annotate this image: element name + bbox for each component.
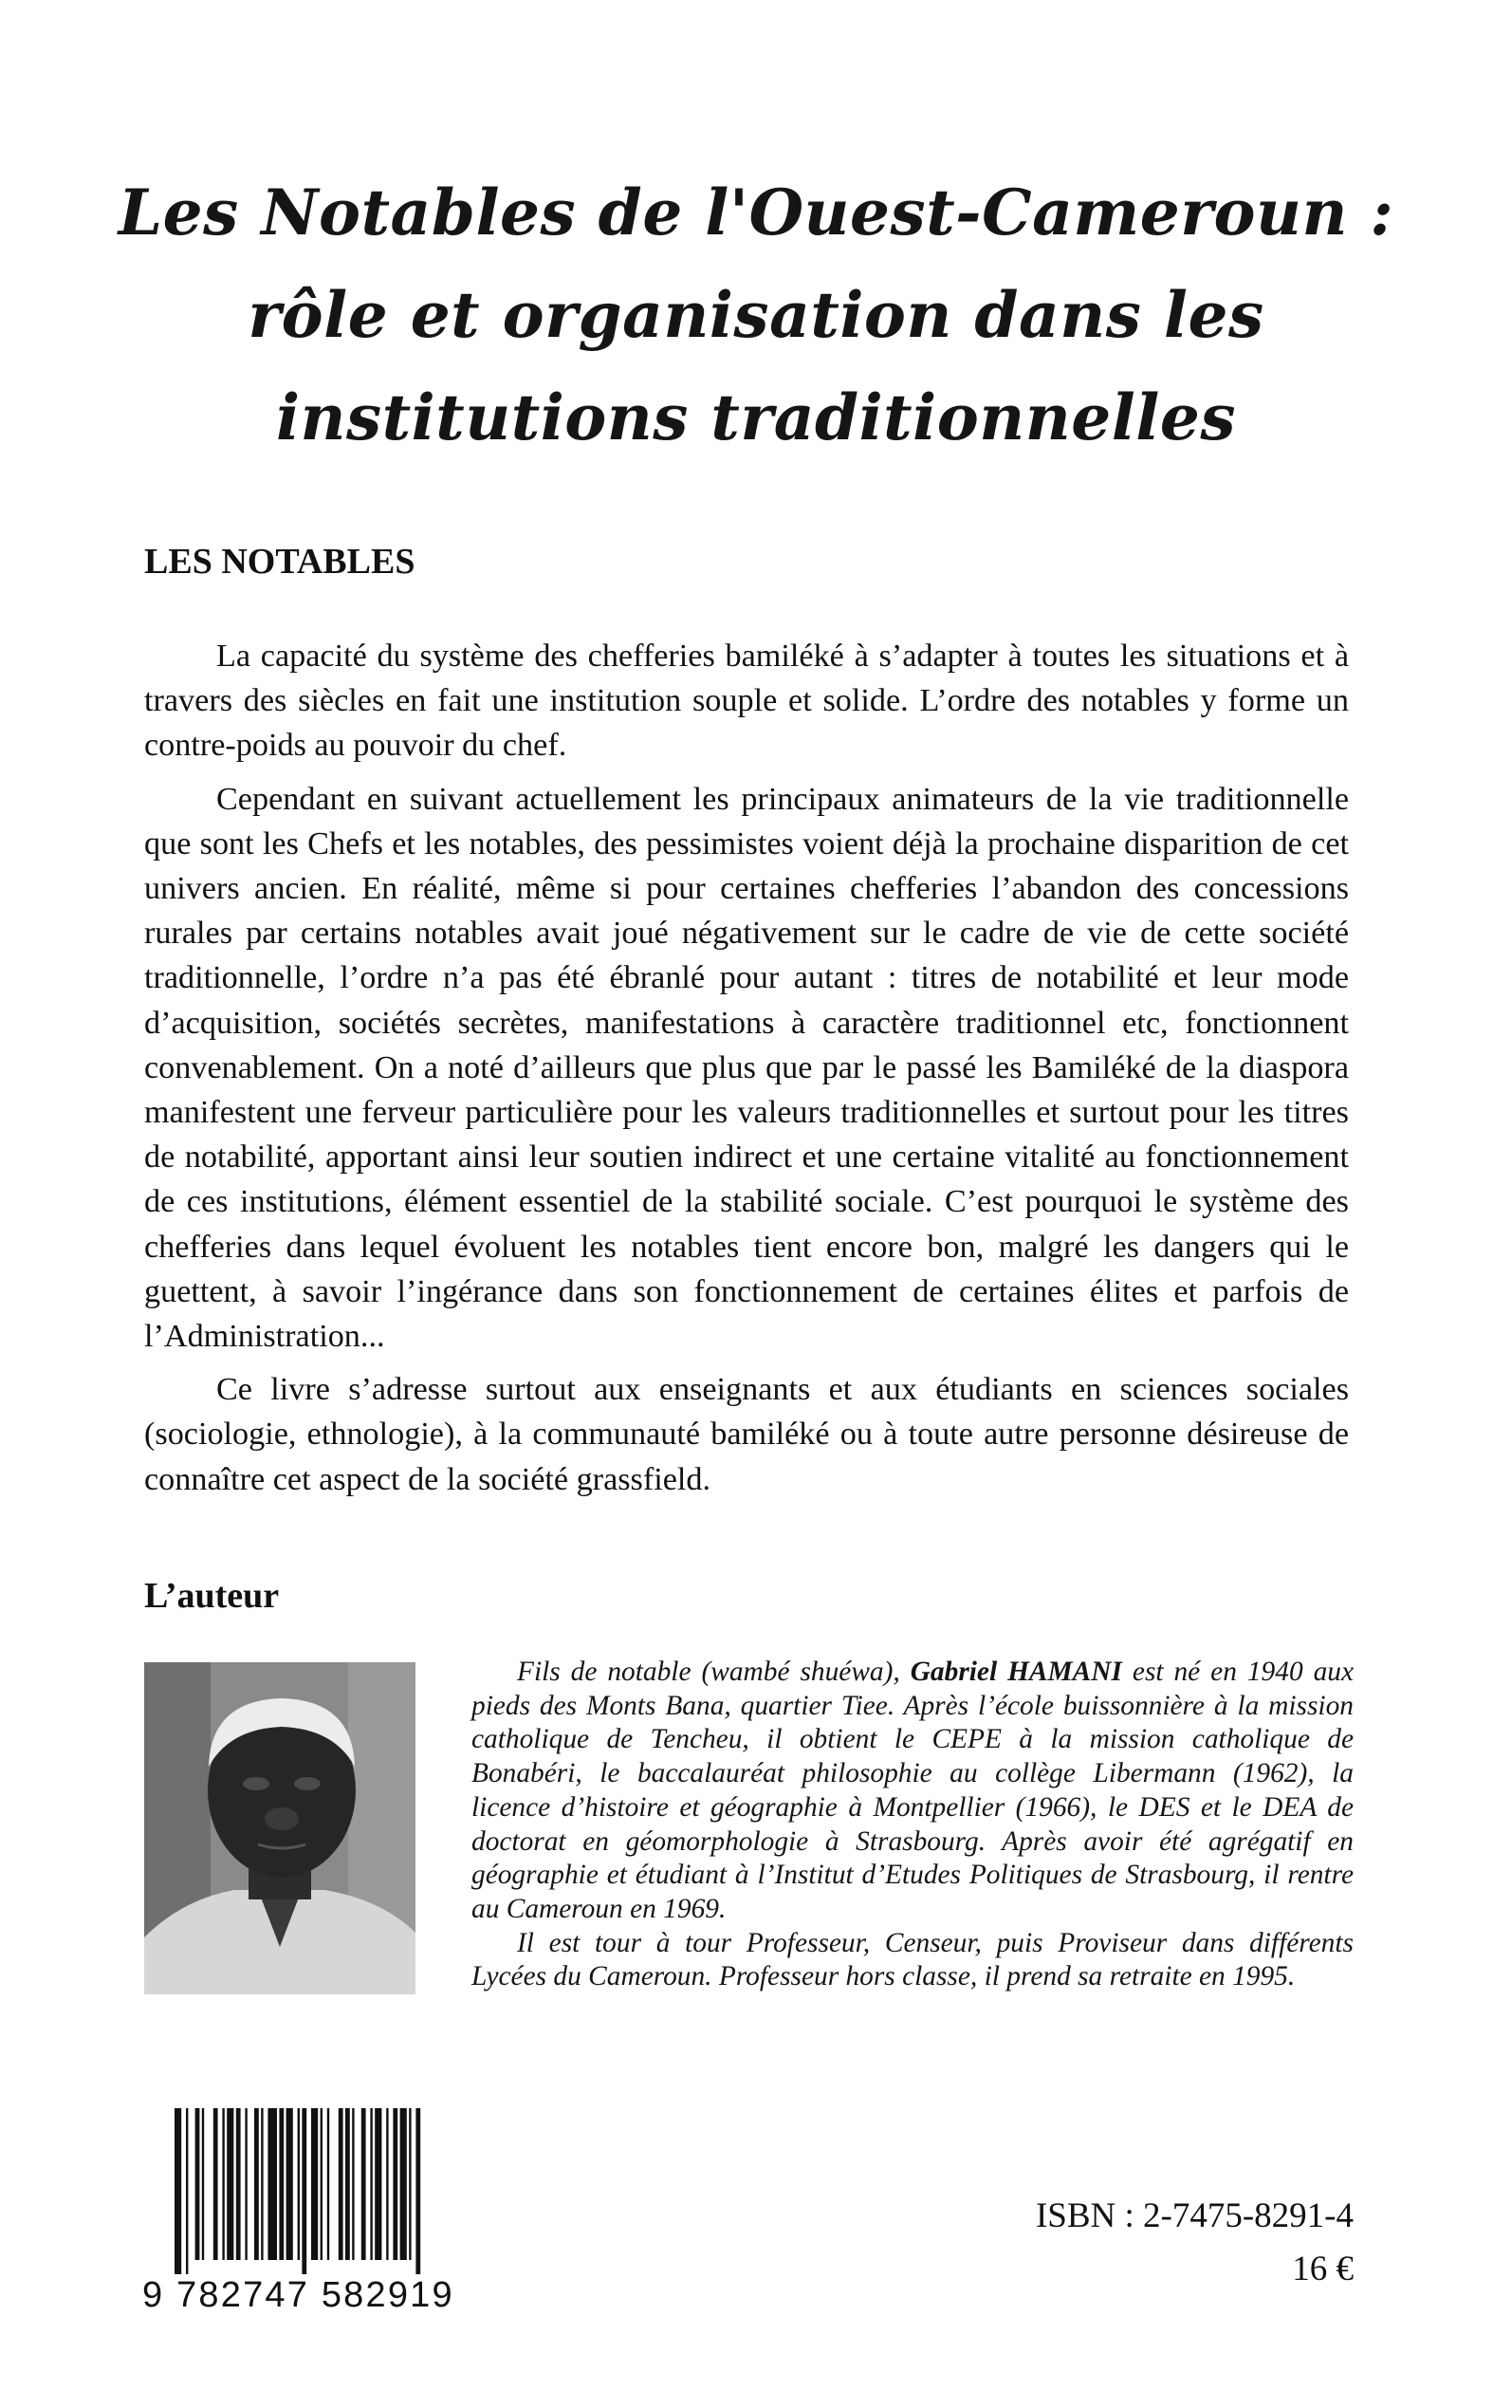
summary-paragraph-1: La capacité du système des chefferies bamiléké à s’adapter à toutes les situations et à travers des siècles en fait une institution souple et solide. L’ordre des notables y forme un contre-poids au pouvoir du chef. [144, 639, 1349, 764]
barcode-digits: 9 782747 582919 [142, 2275, 454, 2315]
barcode-bar [254, 2108, 259, 2260]
barcode-bar [236, 2108, 241, 2260]
barcode-bar [227, 2108, 233, 2260]
barcode-bar [311, 2108, 318, 2260]
barcode-bar [175, 2108, 181, 2274]
barcode-bar [393, 2108, 397, 2260]
barcode-bar [386, 2108, 388, 2260]
section-heading-author: L’auteur [144, 1576, 280, 1616]
title-line-3: institutions traditionnelles [275, 380, 1237, 454]
author-bio-paragraph-2: Il est tour à tour Professeur, Censeur, puis Proviseur dans différents Lycées du Cameroun. Professeur hors classe, il prend sa retraite en 1995. [471, 1927, 1354, 1992]
barcode-bar [195, 2108, 200, 2260]
isbn: ISBN : 2-7475-8291-4 [1035, 2196, 1354, 2235]
barcode-bar [202, 2108, 204, 2260]
summary-paragraph-3: Ce livre s’adresse surtout aux enseignants et aux étudiants en sciences sociales (sociologie, ethnologie), à la communauté bamiléké ou à toute autre personne désireuse de connaître cet aspect de la société grassfield. [144, 1372, 1349, 1497]
barcode-bar [327, 2108, 329, 2260]
barcode-bar [298, 2108, 300, 2260]
barcode-bar [409, 2108, 411, 2260]
title-line-2: rôle et organisation dans les [248, 278, 1264, 352]
barcode-bar [186, 2108, 188, 2274]
barcode-bar [400, 2108, 407, 2260]
barcode-bar [286, 2108, 293, 2260]
barcode-bar [370, 2108, 372, 2260]
barcode-bar [213, 2108, 218, 2260]
summary-text [144, 634, 1349, 1510]
barcode-bar [361, 2108, 366, 2260]
barcode-bar [267, 2108, 277, 2260]
barcode-bar [345, 2108, 350, 2260]
section-heading-notables: LES NOTABLES [144, 542, 415, 582]
barcode-bar [245, 2108, 247, 2260]
barcode-bar [321, 2108, 323, 2260]
barcode-bar [261, 2108, 263, 2260]
author-bio-paragraph-1: Fils de notable (wambé shuéwa), Gabriel HAMANI est né en 1940 aux pieds des Monts Bana, quartier Tiee. Après l’école buissonnière à la mission catholique de Tencheu, il obtient le CEPE à la mission catholique de Bonabéri, le baccalauréat philosophie au collège Libermann (1962), la licence d’histoire et géographie à Montpellier (1966), le DES et le DEA de doctorat en géomorphologie à Strasbourg. Après avoir été agrégatif en géographie et étudiant à l’Institut d’Etudes Politiques de Strasbourg, il rentre au Cameroun en 1969. [471, 1657, 1355, 1924]
author-portrait-image [144, 1662, 415, 1994]
barcode-bar [415, 2108, 420, 2274]
barcode-bar [222, 2108, 224, 2260]
author-bio [471, 1656, 1354, 1994]
author-photo [144, 1662, 415, 1994]
barcode-bar [375, 2108, 381, 2260]
barcode-bar [339, 2108, 343, 2260]
barcode-bar [302, 2108, 306, 2274]
barcode-bar [279, 2108, 284, 2260]
book-title [104, 161, 1408, 469]
summary-paragraph-2: Cependant en suivant actuellement les principaux animateurs de la vie traditionnelle que sont les Chefs et les notables, des pessimistes voient déjà la prochaine disparition de cet univers ancien. En réalité, même si pour certaines chefferies l’abandon des concessions rurales par certains notables avait joué négativement sur le cadre de vie de cette société traditionnelle, l’ordre n’a pas été ébranlé pour autant : titres de notabilité et leur mode d’acquisition, sociétés secrètes, manifestations à caractère traditionnel etc, fonctionnent convenablement. On a noté d’ailleurs que plus que par le passé les Bamiléké de la diaspora manifestent une ferveur particulière pour les valeurs traditionnelles et surtout pour les titres de notabilité, apportant ainsi leur soutien indirect et une certaine vitalité au fonctionnement de ces institutions, élément essentiel de la stabilité sociale. C’est pourquoi le système des chefferies dans lequel évoluent les notables tient encore bon, malgré les dangers qui le guettent, à savoir l’ingérance dans son fonctionnement de certaines élites et parfois de l’Administration... [144, 781, 1349, 1355]
title-line-1: Les Notables de l'Ouest-Cameroun : [118, 176, 1394, 250]
author-name: Gabriel HAMANI [910, 1657, 1122, 1687]
price: 16 € [1292, 2250, 1354, 2288]
barcode-bar [352, 2108, 354, 2260]
barcode [142, 2108, 552, 2274]
